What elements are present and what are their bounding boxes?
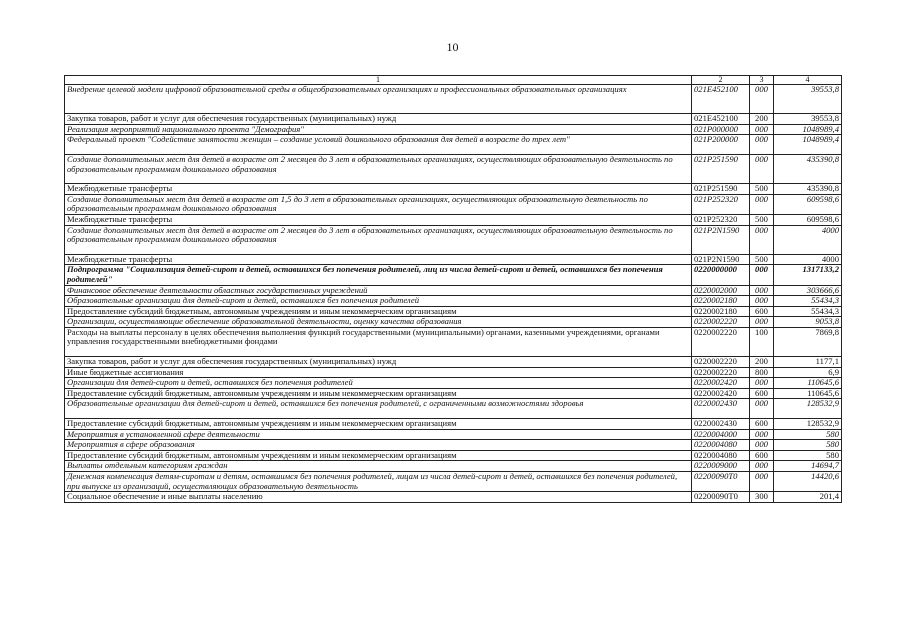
amount-cell: 110645,6 <box>774 388 842 399</box>
target-code-cell: 021P252320 <box>692 194 750 214</box>
target-code-cell: 021P000000 <box>692 124 750 135</box>
amount-cell: 14420,6 <box>774 472 842 492</box>
amount-cell: 609598,6 <box>774 214 842 225</box>
table-row <box>65 184 842 195</box>
amount-cell: 1048989,4 <box>774 124 842 135</box>
page-number: 10 <box>446 40 459 54</box>
amount-cell: 435390,8 <box>774 184 842 195</box>
expense-type-cell: 000 <box>750 285 774 296</box>
expense-type-cell: 000 <box>750 399 774 419</box>
target-code-cell: 0220002220 <box>692 357 750 368</box>
amount-cell: 201,4 <box>774 492 842 503</box>
amount-cell: 609598,6 <box>774 194 842 214</box>
amount-cell: 1048989,4 <box>774 135 842 155</box>
amount-cell: 1317133,2 <box>774 265 842 285</box>
target-code-cell: 0220002220 <box>692 367 750 378</box>
target-code-cell: 0220002420 <box>692 378 750 389</box>
budget-table <box>64 75 842 503</box>
expense-type-cell: 500 <box>750 254 774 265</box>
table-row <box>65 450 842 461</box>
target-code-cell: 0220002180 <box>692 306 750 317</box>
expense-name-cell: Предоставление субсидий бюджетным, автономным учреждениям и иным некоммерческим организациям <box>65 419 692 430</box>
table-row <box>65 214 842 225</box>
expense-type-cell: 000 <box>750 194 774 214</box>
expense-type-cell: 000 <box>750 472 774 492</box>
table-row <box>65 85 842 114</box>
table-row <box>65 225 842 254</box>
header-col-4: 4 <box>774 76 842 85</box>
header-col-2: 2 <box>692 76 750 85</box>
amount-cell: 55434,3 <box>774 306 842 317</box>
target-code-cell: 021P252320 <box>692 214 750 225</box>
target-code-cell: 0220002220 <box>692 317 750 328</box>
target-code-cell: 021E452100 <box>692 114 750 125</box>
amount-cell: 39553,8 <box>774 85 842 114</box>
expense-type-cell: 000 <box>750 124 774 135</box>
expense-type-cell: 000 <box>750 378 774 389</box>
target-code-cell: 0220002420 <box>692 388 750 399</box>
target-code-cell: 0220002430 <box>692 399 750 419</box>
expense-type-cell: 500 <box>750 214 774 225</box>
table-row <box>65 296 842 307</box>
amount-cell: 435390,8 <box>774 154 842 183</box>
expense-type-cell: 000 <box>750 317 774 328</box>
target-code-cell: 0220000000 <box>692 265 750 285</box>
table-row <box>65 367 842 378</box>
table-row <box>65 306 842 317</box>
target-code-cell: 02200090Т0 <box>692 492 750 503</box>
table-row <box>65 194 842 214</box>
table-row <box>65 317 842 328</box>
amount-cell: 128532,9 <box>774 419 842 430</box>
amount-cell: 128532,9 <box>774 399 842 419</box>
expense-name-cell: Организации для детей-сирот и детей, оставшихся без попечения родителей <box>65 378 692 389</box>
target-code-cell: 021P251590 <box>692 154 750 183</box>
expense-name-cell: Образовательные организации для детей-сирот и детей, оставшихся без попечения родителей <box>65 296 692 307</box>
target-code-cell: 021P251590 <box>692 184 750 195</box>
table-row <box>65 388 842 399</box>
expense-name-cell: Социальное обеспечение и иные выплаты населению <box>65 492 692 503</box>
expense-name-cell: Мероприятия в сфере образования <box>65 440 692 451</box>
expense-type-cell: 200 <box>750 357 774 368</box>
target-code-cell: 0220004080 <box>692 440 750 451</box>
expense-name-cell: Межбюджетные трансферты <box>65 184 692 195</box>
table-row <box>65 419 842 430</box>
amount-cell: 39553,8 <box>774 114 842 125</box>
table-row <box>65 135 842 155</box>
expense-name-cell: Выплаты отдельным категориям граждан <box>65 461 692 472</box>
expense-type-cell: 000 <box>750 429 774 440</box>
expense-name-cell: Создание дополнительных мест для детей в возрасте от 2 месяцев до 3 лет в образовательных организациях, осуществляющих образовательную деятельность по образовательным программам дошкольного образования <box>65 154 692 183</box>
target-code-cell: 0220002180 <box>692 296 750 307</box>
expense-type-cell: 600 <box>750 306 774 317</box>
expense-name-cell: Иные бюджетные ассигнования <box>65 367 692 378</box>
amount-cell: 14694,7 <box>774 461 842 472</box>
expense-type-cell: 000 <box>750 225 774 254</box>
target-code-cell: 021E452100 <box>692 85 750 114</box>
expense-name-cell: Реализация мероприятий национального проекта "Демография" <box>65 124 692 135</box>
table-row <box>65 154 842 183</box>
expense-type-cell: 000 <box>750 296 774 307</box>
amount-cell: 580 <box>774 429 842 440</box>
amount-cell: 6,9 <box>774 367 842 378</box>
expense-name-cell: Подпрограмма "Социализация детей-сирот и детей, оставшихся без попечения родителей, лиц из числа детей-сирот и детей, оставшихся без попечения родителей" <box>65 265 692 285</box>
expense-name-cell: Организации, осуществляющие обеспечение образовательной деятельности, оценку качества образования <box>65 317 692 328</box>
amount-cell: 4000 <box>774 225 842 254</box>
target-code-cell: 02200090Т0 <box>692 472 750 492</box>
expense-type-cell: 300 <box>750 492 774 503</box>
target-code-cell: 021P2N1590 <box>692 225 750 254</box>
expense-type-cell: 000 <box>750 440 774 451</box>
expense-name-cell: Федеральный проект "Содействие занятости женщин – создание условий дошкольного образования для детей в возрасте до трех лет" <box>65 135 692 155</box>
table-row <box>65 492 842 503</box>
table-row <box>65 285 842 296</box>
expense-type-cell: 200 <box>750 114 774 125</box>
table-row <box>65 429 842 440</box>
expense-name-cell: Межбюджетные трансферты <box>65 254 692 265</box>
expense-name-cell: Создание дополнительных мест для детей в возрасте от 2 месяцев до 3 лет в образовательных организациях, осуществляющих образовательную деятельность по образовательным программам дошкольного образования <box>65 225 692 254</box>
expense-type-cell: 000 <box>750 85 774 114</box>
amount-cell: 55434,3 <box>774 296 842 307</box>
expense-name-cell: Закупка товаров, работ и услуг для обеспечения государственных (муниципальных) нужд <box>65 357 692 368</box>
table-row <box>65 357 842 368</box>
expense-name-cell: Мероприятия в установленной сфере деятельности <box>65 429 692 440</box>
expense-name-cell: Предоставление субсидий бюджетным, автономным учреждениям и иным некоммерческим организациям <box>65 450 692 461</box>
expense-name-cell: Образовательные организации для детей-сирот и детей, оставшихся без попечения родителей, с ограниченными возможностями здоровья <box>65 399 692 419</box>
amount-cell: 9053,8 <box>774 317 842 328</box>
expense-name-cell: Денежная компенсация детям-сиротам и детям, оставшимся без попечения родителей, лицам из числа детей-сирот и детей, оставшихся без попечения родителей, при выпуске из организаций, осуществляющих образовательную деятельность <box>65 472 692 492</box>
expense-type-cell: 000 <box>750 265 774 285</box>
table-row <box>65 378 842 389</box>
expense-name-cell: Расходы на выплаты персоналу в целях обеспечения выполнения функций государственными (муниципальными) органами, казенными учреждениями, органами управления государственными внебюджетными фондами <box>65 327 692 356</box>
expense-name-cell: Внедрение целевой модели цифровой образовательной среды в общеобразовательных организациях и профессиональных образовательных организациях <box>65 85 692 114</box>
table-row <box>65 124 842 135</box>
expense-type-cell: 000 <box>750 461 774 472</box>
table-row <box>65 254 842 265</box>
expense-type-cell: 800 <box>750 367 774 378</box>
expense-name-cell: Предоставление субсидий бюджетным, автономным учреждениям и иным некоммерческим организациям <box>65 388 692 399</box>
table-row <box>65 399 842 419</box>
amount-cell: 4000 <box>774 254 842 265</box>
expense-type-cell: 600 <box>750 388 774 399</box>
amount-cell: 580 <box>774 450 842 461</box>
expense-name-cell: Финансовое обеспечение деятельности областных государственных учреждений <box>65 285 692 296</box>
table-row <box>65 472 842 492</box>
target-code-cell: 0220004000 <box>692 429 750 440</box>
expense-name-cell: Закупка товаров, работ и услуг для обеспечения государственных (муниципальных) нужд <box>65 114 692 125</box>
target-code-cell: 0220009000 <box>692 461 750 472</box>
expense-name-cell: Предоставление субсидий бюджетным, автономным учреждениям и иным некоммерческим организациям <box>65 306 692 317</box>
target-code-cell: 0220002220 <box>692 327 750 356</box>
amount-cell: 1177,1 <box>774 357 842 368</box>
table-row <box>65 461 842 472</box>
expense-name-cell: Межбюджетные трансферты <box>65 214 692 225</box>
amount-cell: 7869,8 <box>774 327 842 356</box>
target-code-cell: 0220004080 <box>692 450 750 461</box>
expense-type-cell: 000 <box>750 154 774 183</box>
target-code-cell: 0220002430 <box>692 419 750 430</box>
expense-type-cell: 100 <box>750 327 774 356</box>
amount-cell: 110645,6 <box>774 378 842 389</box>
expense-type-cell: 500 <box>750 184 774 195</box>
header-col-1: 1 <box>65 76 692 85</box>
target-code-cell: 0220002000 <box>692 285 750 296</box>
amount-cell: 303666,6 <box>774 285 842 296</box>
target-code-cell: 021P2N1590 <box>692 254 750 265</box>
table-header-row <box>65 76 842 85</box>
table-row <box>65 440 842 451</box>
expense-type-cell: 600 <box>750 450 774 461</box>
header-col-3: 3 <box>750 76 774 85</box>
amount-cell: 580 <box>774 440 842 451</box>
expense-name-cell: Создание дополнительных мест для детей в возрасте от 1,5 до 3 лет в образовательных организациях, осуществляющих образовательную деятельность по образовательным программам дошкольного образования <box>65 194 692 214</box>
table-row <box>65 265 842 285</box>
target-code-cell: 021P200000 <box>692 135 750 155</box>
table-row <box>65 327 842 356</box>
expense-type-cell: 600 <box>750 419 774 430</box>
expense-type-cell: 000 <box>750 135 774 155</box>
table-row <box>65 114 842 125</box>
